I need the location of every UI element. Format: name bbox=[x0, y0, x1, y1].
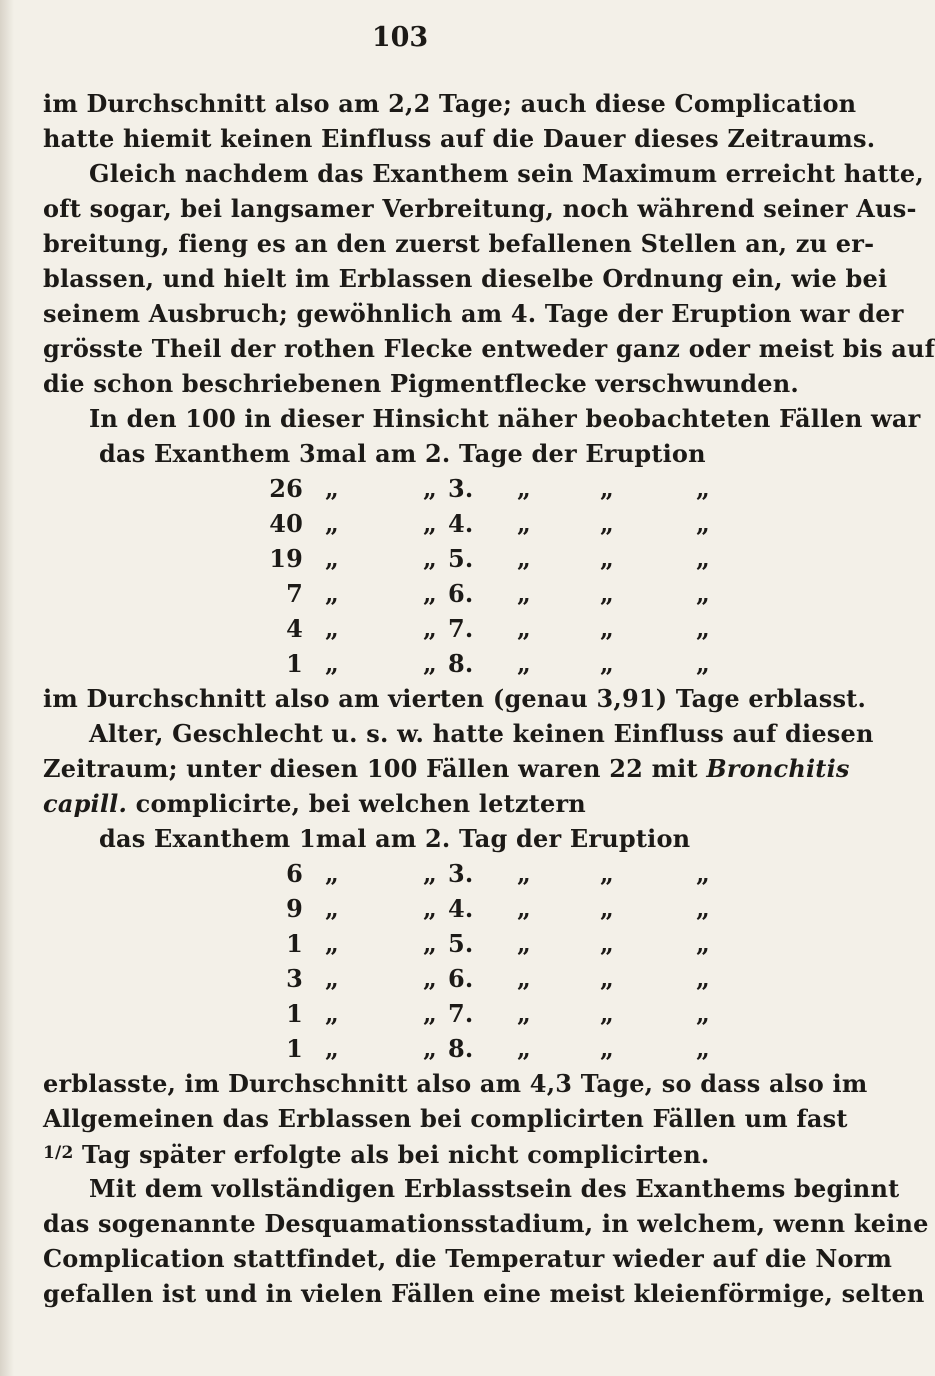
text-segment: Tag später erfolgte als bei nicht complicirten. bbox=[82, 1140, 710, 1169]
ditto-mark: „ bbox=[423, 964, 438, 993]
ditto-mark: „ bbox=[325, 614, 340, 643]
ditto-mark: „ bbox=[696, 1034, 711, 1063]
row-day: 8. bbox=[448, 649, 474, 678]
ditto-mark: „ bbox=[696, 929, 711, 958]
ditto-mark: „ bbox=[696, 509, 711, 538]
row-day: 6. bbox=[448, 579, 474, 608]
text-line: Complication stattfindet, die Temperatur wieder auf die Norm bbox=[43, 1244, 893, 1273]
ditto-mark: „ bbox=[696, 859, 711, 888]
ditto-mark: „ bbox=[696, 544, 711, 573]
ditto-mark: „ bbox=[600, 509, 615, 538]
table2-row bbox=[43, 891, 743, 926]
ditto-mark: „ bbox=[423, 894, 438, 923]
ditto-mark: „ bbox=[696, 964, 711, 993]
row-day: 4. bbox=[448, 894, 474, 923]
table1-row bbox=[43, 506, 743, 541]
ditto-mark: „ bbox=[517, 614, 532, 643]
text-line bbox=[43, 751, 850, 786]
text-line: gefallen ist und in vielen Fällen eine meist kleienförmige, selten bbox=[43, 1279, 925, 1308]
ditto-mark: „ bbox=[325, 859, 340, 888]
ditto-mark: „ bbox=[517, 579, 532, 608]
row-count: 1 bbox=[286, 999, 303, 1028]
row-count: 3 bbox=[286, 964, 303, 993]
ditto-mark: „ bbox=[600, 894, 615, 923]
ditto-mark: „ bbox=[517, 964, 532, 993]
row-count: 1 bbox=[286, 1034, 303, 1063]
ditto-mark: „ bbox=[517, 999, 532, 1028]
text-line bbox=[43, 786, 743, 821]
row-day: 7. bbox=[448, 614, 474, 643]
row-day: 6. bbox=[448, 964, 474, 993]
text-segment: complicirte, bei welchen letztern bbox=[135, 789, 586, 818]
table1-header: das Exanthem 3mal am 2. Tage der Eruption bbox=[99, 439, 706, 468]
ditto-mark: „ bbox=[325, 509, 340, 538]
text-line: Alter, Geschlecht u. s. w. hatte keinen Einfluss auf diesen bbox=[89, 719, 874, 748]
row-count: 1 bbox=[286, 649, 303, 678]
page-gutter-shadow bbox=[0, 0, 14, 1376]
ditto-mark: „ bbox=[600, 999, 615, 1028]
ditto-mark: „ bbox=[600, 859, 615, 888]
ditto-mark: „ bbox=[325, 1034, 340, 1063]
row-day: 5. bbox=[448, 929, 474, 958]
ditto-mark: „ bbox=[600, 964, 615, 993]
ditto-mark: „ bbox=[325, 929, 340, 958]
ditto-mark: „ bbox=[423, 649, 438, 678]
ditto-mark: „ bbox=[600, 649, 615, 678]
ditto-mark: „ bbox=[600, 614, 615, 643]
row-count: 7 bbox=[286, 579, 303, 608]
ditto-mark: „ bbox=[517, 859, 532, 888]
text-line: erblasste, im Durchschnitt also am 4,3 Tage, so dass also im bbox=[43, 1069, 868, 1098]
table1-row bbox=[43, 541, 743, 576]
ditto-mark: „ bbox=[325, 964, 340, 993]
ditto-mark: „ bbox=[423, 614, 438, 643]
ditto-mark: „ bbox=[600, 929, 615, 958]
row-count: 6 bbox=[286, 859, 303, 888]
ditto-mark: „ bbox=[517, 1034, 532, 1063]
ditto-mark: „ bbox=[517, 474, 532, 503]
ditto-mark: „ bbox=[423, 999, 438, 1028]
ditto-mark: „ bbox=[423, 544, 438, 573]
text-line: im Durchschnitt also am vierten (genau 3,91) Tage erblasst. bbox=[43, 684, 867, 713]
ditto-mark: „ bbox=[423, 474, 438, 503]
row-count: 1 bbox=[286, 929, 303, 958]
fraction: 1/2 bbox=[43, 1143, 74, 1163]
ditto-mark: „ bbox=[600, 1034, 615, 1063]
row-count: 40 bbox=[269, 509, 303, 538]
text-line: oft sogar, bei langsamer Verbreitung, noch während seiner Aus- bbox=[43, 194, 917, 223]
ditto-mark: „ bbox=[517, 544, 532, 573]
ditto-mark: „ bbox=[423, 509, 438, 538]
row-count: 26 bbox=[269, 474, 303, 503]
text-line: hatte hiemit keinen Einfluss auf die Dauer dieses Zeitraums. bbox=[43, 124, 876, 153]
ditto-mark: „ bbox=[325, 579, 340, 608]
ditto-mark: „ bbox=[696, 579, 711, 608]
ditto-mark: „ bbox=[517, 929, 532, 958]
ditto-mark: „ bbox=[696, 649, 711, 678]
row-count: 4 bbox=[286, 614, 303, 643]
row-day: 4. bbox=[448, 509, 474, 538]
ditto-mark: „ bbox=[423, 929, 438, 958]
table1-row bbox=[43, 471, 743, 506]
ditto-mark: „ bbox=[423, 579, 438, 608]
table2-row bbox=[43, 856, 743, 891]
text-line: breitung, fieng es an den zuerst befallenen Stellen an, zu er- bbox=[43, 229, 875, 258]
ditto-mark: „ bbox=[325, 544, 340, 573]
italic-term: capill. bbox=[43, 789, 128, 818]
table2-header: das Exanthem 1mal am 2. Tag der Eruption bbox=[99, 824, 691, 853]
ditto-mark: „ bbox=[600, 474, 615, 503]
text-line: Allgemeinen das Erblassen bei complicirten Fällen um fast bbox=[43, 1104, 848, 1133]
row-count: 19 bbox=[269, 544, 303, 573]
table2-row bbox=[43, 1031, 743, 1066]
text-line: Gleich nachdem das Exanthem sein Maximum erreicht hatte, bbox=[89, 159, 924, 188]
text-line: In den 100 in dieser Hinsicht näher beobachteten Fällen war bbox=[89, 404, 921, 433]
ditto-mark: „ bbox=[325, 999, 340, 1028]
ditto-mark: „ bbox=[696, 894, 711, 923]
row-day: 3. bbox=[448, 859, 474, 888]
text-line bbox=[43, 1136, 743, 1171]
ditto-mark: „ bbox=[696, 999, 711, 1028]
table2-row bbox=[43, 926, 743, 961]
table1-row bbox=[43, 611, 743, 646]
text-line: grösste Theil der rothen Flecke entweder ganz oder meist bis auf bbox=[43, 334, 935, 363]
row-day: 5. bbox=[448, 544, 474, 573]
text-line: blassen, und hielt im Erblassen dieselbe Ordnung ein, wie bei bbox=[43, 264, 888, 293]
ditto-mark: „ bbox=[696, 614, 711, 643]
text-segment: Zeitraum; unter diesen 100 Fällen waren 22 mit bbox=[43, 754, 698, 783]
ditto-mark: „ bbox=[325, 649, 340, 678]
row-day: 7. bbox=[448, 999, 474, 1028]
ditto-mark: „ bbox=[325, 474, 340, 503]
table1-row bbox=[43, 576, 743, 611]
ditto-mark: „ bbox=[517, 894, 532, 923]
ditto-mark: „ bbox=[423, 859, 438, 888]
row-day: 8. bbox=[448, 1034, 474, 1063]
text-line: im Durchschnitt also am 2,2 Tage; auch diese Complication bbox=[43, 89, 857, 118]
ditto-mark: „ bbox=[696, 474, 711, 503]
table2 bbox=[43, 856, 743, 1066]
table2-row bbox=[43, 996, 743, 1031]
ditto-mark: „ bbox=[325, 894, 340, 923]
ditto-mark: „ bbox=[423, 1034, 438, 1063]
page-number: 103 bbox=[371, 22, 429, 53]
row-count: 9 bbox=[286, 894, 303, 923]
italic-term: Bronchitis bbox=[706, 754, 850, 783]
row-day: 3. bbox=[448, 474, 474, 503]
text-line: die schon beschriebenen Pigmentflecke verschwunden. bbox=[43, 369, 799, 398]
ditto-mark: „ bbox=[517, 509, 532, 538]
text-line: seinem Ausbruch; gewöhnlich am 4. Tage der Eruption war der bbox=[43, 299, 904, 328]
text-line: das sogenannte Desquamationsstadium, in welchem, wenn keine bbox=[43, 1209, 929, 1238]
table1-row bbox=[43, 646, 743, 681]
ditto-mark: „ bbox=[600, 579, 615, 608]
body-text bbox=[43, 86, 935, 1311]
text-line: Mit dem vollständigen Erblasstsein des Exanthems beginnt bbox=[89, 1174, 900, 1203]
ditto-mark: „ bbox=[517, 649, 532, 678]
table1 bbox=[43, 471, 743, 681]
table2-row bbox=[43, 961, 743, 996]
ditto-mark: „ bbox=[600, 544, 615, 573]
